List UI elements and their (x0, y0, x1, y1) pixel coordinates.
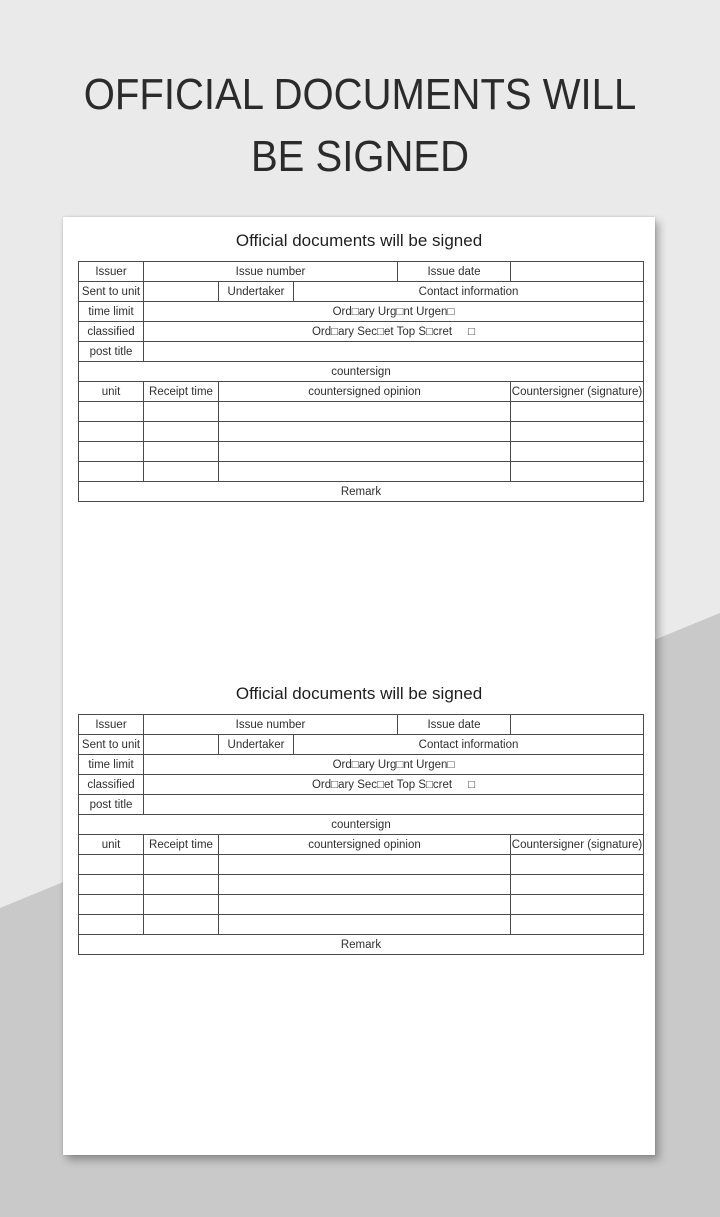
page-heading-line1: OFFICIAL DOCUMENTS WILL (83, 70, 637, 119)
undertaker-label: Undertaker (219, 282, 294, 302)
row-time-limit (79, 302, 644, 322)
countersigner-value-cell (511, 875, 644, 895)
unit-value-cell (79, 462, 144, 482)
receipt-time-value-cell (144, 422, 219, 442)
row-sent-to-unit (79, 282, 644, 302)
unit-label: unit (79, 382, 144, 402)
row-sent-to-unit (79, 735, 644, 755)
classified-label: classified (79, 775, 144, 795)
time-limit-label: time limit (79, 302, 144, 322)
form-table (78, 261, 644, 502)
countersigner-value-cell (511, 402, 644, 422)
unit-value-cell (79, 422, 144, 442)
receipt-time-label: Receipt time (144, 382, 219, 402)
sent-to-unit-value-cell (144, 735, 219, 755)
receipt-time-value-cell (144, 895, 219, 915)
opinion-value-cell (219, 422, 511, 442)
page-heading (32, 64, 687, 188)
receipt-time-value-cell (144, 915, 219, 935)
classified-label: classified (79, 322, 144, 342)
unit-value-cell (79, 895, 144, 915)
issuer-label: Issuer (79, 262, 144, 282)
countersign-row (79, 402, 644, 422)
post-title-value-cell (144, 795, 644, 815)
form-title: Official documents will be signed (235, 684, 483, 703)
post-title-label: post title (79, 795, 144, 815)
row-countersign-header (79, 835, 644, 855)
countersigner-value-cell (511, 422, 644, 442)
row-time-limit (79, 755, 644, 775)
post-title-label: post title (79, 342, 144, 362)
countersigner-value-cell (511, 442, 644, 462)
countersigner-label: Countersigner (signature) (511, 835, 644, 855)
issue-number-label: Issue number (144, 262, 398, 282)
time-limit-options: Ord□ary Urg□nt Urgen□ (144, 755, 644, 775)
row-classified (79, 322, 644, 342)
unit-value-cell (79, 855, 144, 875)
sent-to-unit-label: Sent to unit (79, 735, 144, 755)
countersigner-value-cell (511, 855, 644, 875)
unit-label: unit (79, 835, 144, 855)
row-post-title (79, 795, 644, 815)
time-limit-label: time limit (79, 755, 144, 775)
row-countersign-banner (79, 815, 644, 835)
countersign-label: countersign (79, 362, 644, 382)
countersigned-opinion-label: countersigned opinion (219, 835, 511, 855)
countersigner-value-cell (511, 462, 644, 482)
opinion-value-cell (219, 915, 511, 935)
issuer-label: Issuer (79, 715, 144, 735)
time-limit-options: Ord□ary Urg□nt Urgen□ (144, 302, 644, 322)
countersigner-value-cell (511, 915, 644, 935)
undertaker-label: Undertaker (219, 735, 294, 755)
unit-value-cell (79, 442, 144, 462)
countersigned-opinion-label: countersigned opinion (219, 382, 511, 402)
countersigner-label: Countersigner (signature) (511, 382, 644, 402)
post-title-value-cell (144, 342, 644, 362)
countersign-row (79, 915, 644, 935)
countersign-row (79, 855, 644, 875)
classified-options: Ord□ary Sec□et Top S□cret □ (144, 775, 644, 795)
form-section-2 (63, 683, 655, 955)
issue-number-label: Issue number (144, 715, 398, 735)
remark-label: Remark (79, 482, 644, 502)
countersign-row (79, 895, 644, 915)
receipt-time-value-cell (144, 855, 219, 875)
row-issue (79, 262, 644, 282)
row-classified (79, 775, 644, 795)
row-remark (79, 935, 644, 955)
receipt-time-value-cell (144, 442, 219, 462)
opinion-value-cell (219, 462, 511, 482)
receipt-time-value-cell (144, 875, 219, 895)
countersign-row (79, 442, 644, 462)
form-section-1 (63, 230, 655, 502)
unit-value-cell (79, 915, 144, 935)
countersign-row (79, 422, 644, 442)
row-countersign-banner (79, 362, 644, 382)
row-remark (79, 482, 644, 502)
unit-value-cell (79, 402, 144, 422)
unit-value-cell (79, 875, 144, 895)
template-page (63, 217, 655, 1155)
contact-information-label: Contact information (294, 735, 644, 755)
form-title: Official documents will be signed (235, 231, 483, 250)
opinion-value-cell (219, 442, 511, 462)
issue-date-label: Issue date (398, 262, 511, 282)
issue-date-value-cell (511, 262, 644, 282)
receipt-time-label: Receipt time (144, 835, 219, 855)
receipt-time-value-cell (144, 462, 219, 482)
sent-to-unit-value-cell (144, 282, 219, 302)
opinion-value-cell (219, 855, 511, 875)
countersign-row (79, 462, 644, 482)
opinion-value-cell (219, 875, 511, 895)
receipt-time-value-cell (144, 402, 219, 422)
row-issue (79, 715, 644, 735)
page-heading-line2: BE SIGNED (250, 132, 470, 181)
sent-to-unit-label: Sent to unit (79, 282, 144, 302)
countersigner-value-cell (511, 895, 644, 915)
opinion-value-cell (219, 895, 511, 915)
issue-date-label: Issue date (398, 715, 511, 735)
countersign-row (79, 875, 644, 895)
countersign-label: countersign (79, 815, 644, 835)
remark-label: Remark (79, 935, 644, 955)
opinion-value-cell (219, 402, 511, 422)
classified-options: Ord□ary Sec□et Top S□cret □ (144, 322, 644, 342)
issue-date-value-cell (511, 715, 644, 735)
contact-information-label: Contact information (294, 282, 644, 302)
row-post-title (79, 342, 644, 362)
form-table (78, 714, 644, 955)
row-countersign-header (79, 382, 644, 402)
